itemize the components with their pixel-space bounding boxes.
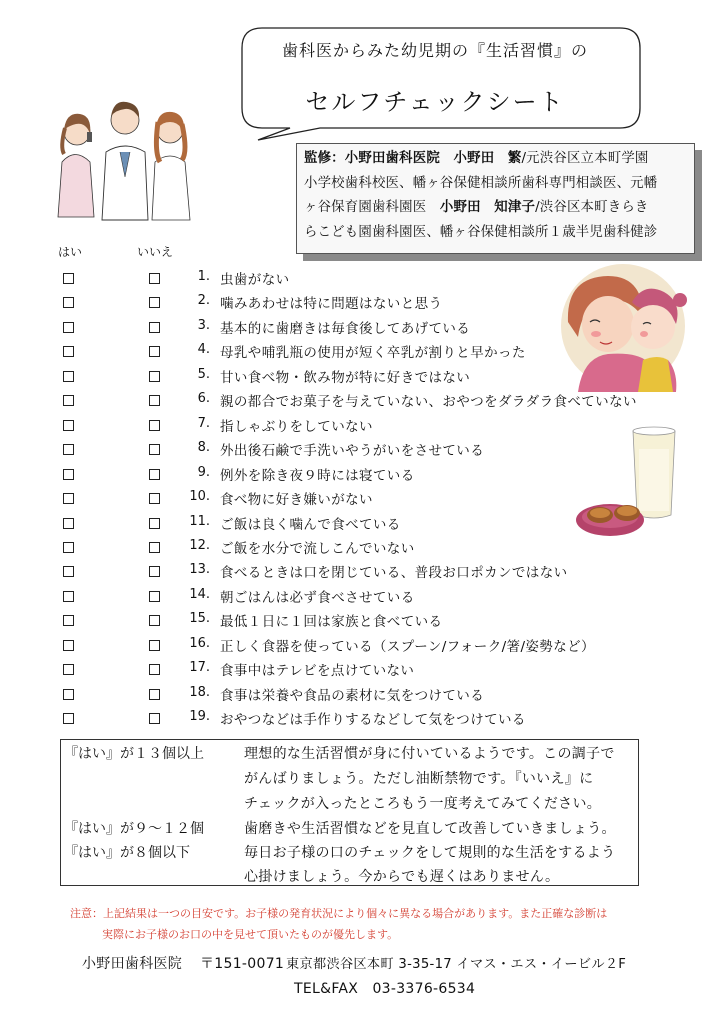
item-text: 親の都合でお菓子を与えていない、おやつをダラダラ食べていない <box>220 394 637 411</box>
checkbox-yes[interactable] <box>63 493 74 504</box>
supervision-text <box>304 147 694 245</box>
item-number: 9. <box>197 464 210 480</box>
item-text: 外出後石鹸で手洗いやうがいをさせている <box>220 443 485 460</box>
checklist-row <box>0 684 722 708</box>
supervision-line2: 小学校歯科校医、幡ヶ谷保健相談所歯科専門相談医、元幡 <box>304 175 658 191</box>
item-text: 食べ物に好き嫌いがない <box>220 492 373 509</box>
checkbox-no[interactable] <box>149 297 160 308</box>
item-number: 14. <box>189 586 210 602</box>
supervision-doctor1: 小野田 繁 <box>453 151 522 166</box>
checkbox-yes[interactable] <box>63 664 74 675</box>
footer-clinic: 小野田歯科医院 <box>82 956 183 972</box>
result-label-8-under: 『はい』が８個以下 <box>64 845 190 861</box>
result-desc-13-plus-line3: チェックが入ったところもう一度考えてみてください。 <box>244 796 602 812</box>
checkbox-no[interactable] <box>149 395 160 406</box>
checkbox-yes[interactable] <box>63 689 74 700</box>
item-number: 11. <box>189 513 210 529</box>
checkbox-yes[interactable] <box>63 640 74 651</box>
checkbox-no[interactable] <box>149 322 160 333</box>
item-text: ご飯を水分で流しこんでいない <box>220 540 415 557</box>
checklist-row <box>0 537 722 561</box>
item-number: 8. <box>197 440 210 456</box>
item-number: 13. <box>189 562 210 578</box>
checkbox-yes[interactable] <box>63 346 74 357</box>
checklist-row <box>0 268 722 292</box>
item-text: 食べるときは口を閉じている、普段お口ポカンではない <box>220 565 568 582</box>
item-text: 食事は栄養や食品の素材に気をつけている <box>220 687 485 704</box>
result-desc-13-plus-line2: がんばりましょう。ただし油断禁物です。『いいえ』に <box>244 771 594 787</box>
item-text: 食事中はテレビを点けていない <box>220 663 415 680</box>
item-number: 12. <box>189 537 210 553</box>
checkbox-yes[interactable] <box>63 371 74 382</box>
item-text: 最低１日に１回は家族と食べている <box>220 614 443 631</box>
item-number: 15. <box>189 611 210 627</box>
note-line1: 注意：上記結果は一つの目安です。お子様の発育状況により個々に異なる場合があります。また正確な診断は <box>70 907 608 920</box>
checkbox-yes[interactable] <box>63 566 74 577</box>
item-number: 2. <box>197 293 210 309</box>
supervision-line3b: /渋谷区本町きらき <box>535 200 649 215</box>
checkbox-yes[interactable] <box>63 444 74 455</box>
item-number: 17. <box>189 660 210 676</box>
footer-postal: 〒151-0071 <box>200 956 285 972</box>
checkbox-yes[interactable] <box>63 273 74 284</box>
checklist-row <box>0 708 722 732</box>
item-number: 3. <box>197 317 210 333</box>
item-number: 5. <box>197 366 210 382</box>
item-text: 噛みあわせは特に問題はないと思う <box>220 296 443 313</box>
result-desc-8-under-line1: 毎日お子様の口のチェックをして規則的な生活をするよう <box>244 845 616 861</box>
checklist-row <box>0 635 722 659</box>
checkbox-no[interactable] <box>149 689 160 700</box>
item-text: 正しく食器を使っている（スプーン/フォーク/箸/姿勢など） <box>220 638 595 655</box>
item-text: 基本的に歯磨きは毎食後してあげている <box>220 320 471 337</box>
item-number: 19. <box>189 709 210 725</box>
checkbox-no[interactable] <box>149 444 160 455</box>
column-header-yes: はい <box>58 245 83 259</box>
checkbox-yes[interactable] <box>63 322 74 333</box>
result-label-9-12: 『はい』が９～１２個 <box>64 821 204 837</box>
result-desc-9-12: 歯磨きや生活習慣などを見直して改善していきましょう。 <box>244 821 616 837</box>
supervision-prefix: 監修： <box>304 151 345 166</box>
item-number: 1. <box>197 269 210 284</box>
checkbox-no[interactable] <box>149 640 160 651</box>
item-text: 虫歯がない <box>220 272 290 288</box>
checkbox-yes[interactable] <box>63 591 74 602</box>
item-number: 16. <box>189 635 210 651</box>
item-number: 10. <box>189 489 210 505</box>
checklist-row <box>0 439 722 463</box>
item-text: 朝ごはんは必ず食べさせている <box>220 589 415 606</box>
header-subtitle: 歯科医からみた幼児期の『生活習慣』の <box>281 41 588 60</box>
checkbox-no[interactable] <box>149 591 160 602</box>
checklist-row <box>0 488 722 512</box>
checklist-row <box>0 292 722 316</box>
checkbox-no[interactable] <box>149 371 160 382</box>
checkbox-yes[interactable] <box>63 420 74 431</box>
result-desc-13-plus-line1: 理想的な生活習慣が身に付いているようです。この調子で <box>244 746 615 762</box>
checkbox-yes[interactable] <box>63 542 74 553</box>
checklist-row <box>0 659 722 683</box>
checklist-row <box>0 610 722 634</box>
footer-tel: TEL&FAX 03-3376-6534 <box>294 981 476 997</box>
checklist-row <box>0 390 722 414</box>
checkbox-no[interactable] <box>149 493 160 504</box>
checkbox-no[interactable] <box>149 273 160 284</box>
supervision-line3a: ヶ谷保育園歯科園医 <box>304 200 427 215</box>
checkbox-no[interactable] <box>149 542 160 553</box>
checkbox-yes[interactable] <box>63 297 74 308</box>
supervision-clinic: 小野田歯科医院 <box>344 151 440 166</box>
checklist-row <box>0 341 722 365</box>
checklist-row <box>0 561 722 585</box>
item-text: 指しゃぶりをしていない <box>220 418 373 435</box>
checkbox-no[interactable] <box>149 518 160 529</box>
column-header-no: いいえ <box>137 245 174 259</box>
checkbox-no[interactable] <box>149 420 160 431</box>
supervision-line4: らこども園歯科園医、幡ヶ谷保健相談所１歳半児歯科健診 <box>304 224 658 240</box>
doctors-illustration <box>50 92 200 222</box>
checklist-row <box>0 464 722 488</box>
checklist-row <box>0 415 722 439</box>
item-number: 4. <box>197 342 210 358</box>
item-text: ご飯は良く噛んで食べている <box>220 516 401 533</box>
checkbox-yes[interactable] <box>63 615 74 626</box>
page-title: セルフチェックシート <box>305 88 565 116</box>
checkbox-yes[interactable] <box>63 469 74 480</box>
checkbox-no[interactable] <box>149 469 160 480</box>
item-text: おやつなどは手作りするなどして気をつけている <box>220 712 526 729</box>
result-label-13-plus: 『はい』が１３個以上 <box>64 746 204 762</box>
item-text: 甘い食べ物・飲み物が特に好きではない <box>220 369 471 386</box>
item-text: 例外を除き夜９時には寝ている <box>220 467 415 484</box>
item-number: 18. <box>189 684 210 700</box>
checkbox-no[interactable] <box>149 566 160 577</box>
checklist-row <box>0 366 722 390</box>
checkbox-no[interactable] <box>149 346 160 357</box>
checkbox-no[interactable] <box>149 615 160 626</box>
checklist-row <box>0 586 722 610</box>
checkbox-yes[interactable] <box>63 395 74 406</box>
checkbox-no[interactable] <box>149 713 160 724</box>
checkbox-yes[interactable] <box>63 713 74 724</box>
footer-address: 東京都渋谷区本町 3-35-17 イマス・エス・イービル２F <box>286 957 627 972</box>
supervision-doctor2: 小野田 知津子 <box>439 200 536 215</box>
item-number: 6. <box>197 391 210 407</box>
checkbox-no[interactable] <box>149 664 160 675</box>
item-text: 母乳や哺乳瓶の使用が短く卒乳が割りと早かった <box>220 345 526 362</box>
item-number: 7. <box>197 415 210 431</box>
supervision-doctor1-desc: /元渋谷区立本町学園 <box>521 151 649 166</box>
result-desc-8-under-line2: 心掛けましょう。今からでも遅くはありません。 <box>244 869 560 885</box>
checklist-row <box>0 317 722 341</box>
checklist-row <box>0 513 722 537</box>
checkbox-yes[interactable] <box>63 518 74 529</box>
note-line2: 実際にお子様のお口の中を見せて頂いたものが優先します。 <box>102 928 399 941</box>
